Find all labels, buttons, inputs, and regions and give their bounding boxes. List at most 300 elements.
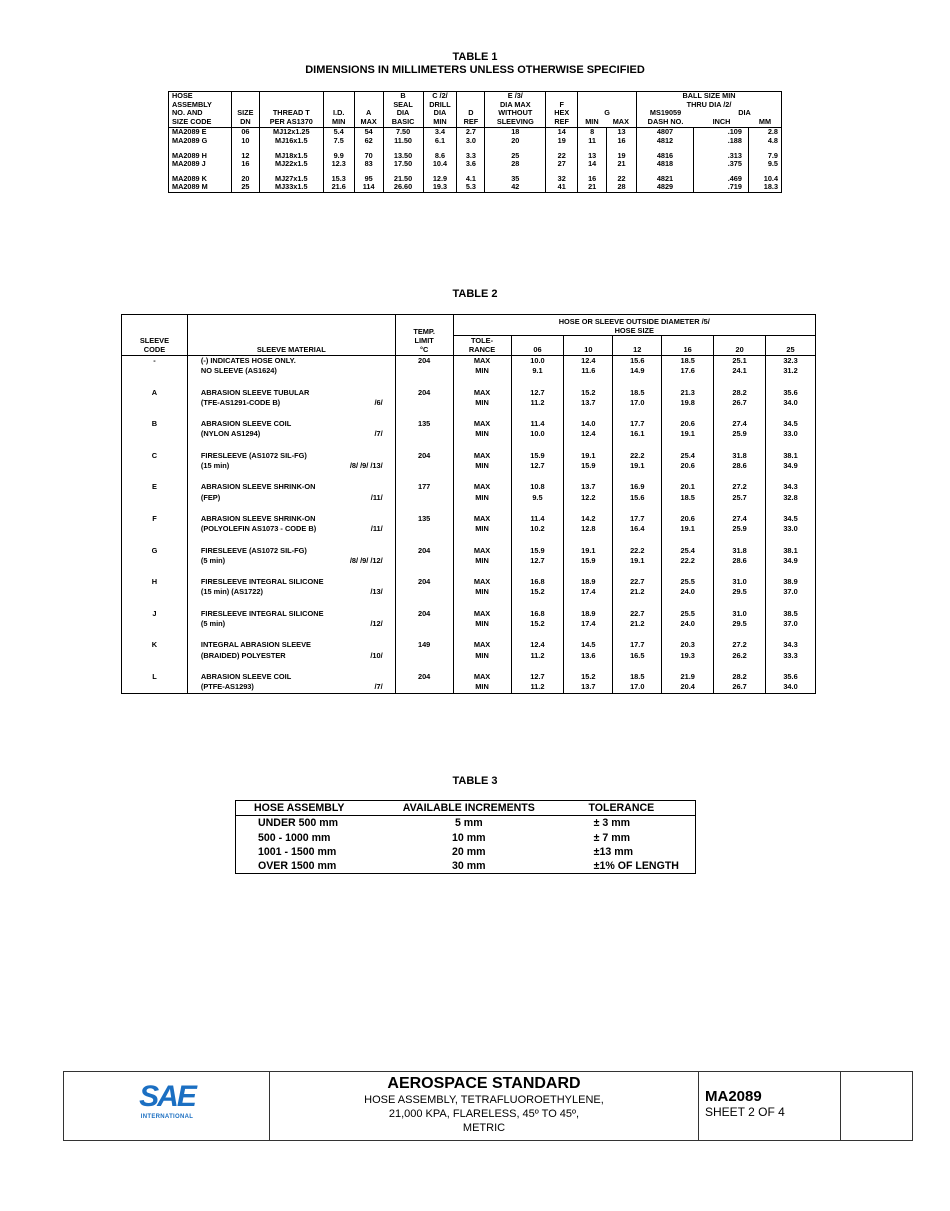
table1-cell: 4.8: [748, 137, 781, 146]
sleeve-note: /8/ /9/ /13/: [349, 461, 383, 471]
diameter-max: 31.8: [714, 546, 766, 556]
diameter-min: 17.4: [564, 587, 613, 597]
sleeve-note: /7/: [374, 429, 383, 439]
table1-cell: 16: [607, 137, 637, 146]
table1-cell: .313: [693, 152, 748, 161]
sleeve-note: /8/ /9/ /12/: [349, 555, 383, 565]
table1-cell: MA2089 H: [172, 150, 207, 160]
table1-cell: 8.6: [423, 152, 457, 161]
table1-cell: 21: [578, 183, 607, 192]
sleeve-material-detail: [187, 682, 395, 693]
sleeve-code: L: [152, 671, 157, 681]
sleeve-material-detail: [187, 398, 395, 408]
diameter-max: 12.4: [511, 640, 564, 650]
table1-cell: 25: [231, 183, 259, 192]
diameter-min: 17.6: [662, 366, 714, 376]
table1-cell: MJ22x1.5: [259, 160, 323, 169]
table1-cell: .188: [693, 137, 748, 146]
table3-title: TABLE 3: [452, 775, 498, 787]
diameter-max: 35.6: [766, 388, 816, 398]
table2-row-max: [122, 546, 816, 556]
tolerance-min: MIN: [453, 651, 511, 661]
table2-row-min: [122, 366, 816, 376]
sleeve-material: ABRASION SLEEVE COIL: [187, 419, 395, 429]
tolerance-max: MAX: [453, 672, 511, 682]
table3-row: [236, 845, 696, 859]
table2-row-min: [122, 429, 816, 439]
table1-cell: MA2089 G: [172, 135, 208, 145]
table1-cell: 2.7: [457, 128, 485, 137]
size-header: SIZE DN: [231, 92, 259, 128]
hose-assembly-header: HOSE ASSEMBLY: [236, 801, 390, 816]
sae-logo-mark: SAE: [139, 1080, 195, 1113]
table1-cell: 3.0: [457, 137, 485, 146]
temp-limit: 204: [395, 672, 453, 682]
diameter-min: 15.6: [613, 493, 662, 503]
standard-desc-2: 21,000 KPA, FLARELESS, 45º TO 45º,: [388, 1108, 580, 1120]
diameter-max: 10.0: [511, 356, 564, 367]
tolerance-min: MIN: [453, 587, 511, 597]
title-block: [63, 1071, 913, 1141]
table1-cell: 28: [485, 160, 546, 169]
size-header-25: 25: [766, 336, 816, 356]
sleeve-code: C: [151, 450, 158, 460]
table2-row-min: [122, 524, 816, 534]
diameter-min: 19.1: [613, 461, 662, 471]
table1-cell: MA2089 E: [172, 127, 207, 137]
table1-cell: 28: [607, 183, 637, 192]
diameter-max: 31.0: [714, 609, 766, 619]
tolerance-max: MAX: [453, 388, 511, 398]
diameter-min: 18.5: [662, 493, 714, 503]
table1-cell: 18: [485, 128, 546, 137]
diameter-max: 17.7: [613, 514, 662, 524]
diameter-max: 25.5: [662, 577, 714, 587]
table3-cell: 20 mm: [452, 845, 486, 858]
table3-header-row: [236, 801, 696, 816]
table3-cell: ± 3 mm: [593, 817, 631, 830]
table1-cell: 7.5: [323, 137, 354, 146]
table1-cell: 4816: [637, 152, 694, 161]
table1-cell: MA2089 K: [172, 173, 207, 183]
table2-title: TABLE 2: [452, 288, 498, 300]
diameter-max: 22.7: [613, 609, 662, 619]
sleeve-material-line-2: (15 min) (AS1722): [200, 587, 263, 597]
diameter-min: 10.2: [511, 524, 564, 534]
diameter-min: 17.0: [613, 398, 662, 408]
diameter-max: 31.8: [714, 451, 766, 461]
table1-cell: 4.1: [457, 175, 485, 184]
diameter-max: 17.7: [613, 640, 662, 650]
diameter-max: 25.4: [662, 546, 714, 556]
diameter-min: 11.2: [511, 682, 564, 693]
table3-cell: UNDER 500 mm: [258, 817, 339, 830]
diameter-max: 22.2: [613, 451, 662, 461]
diameter-max: 22.7: [613, 577, 662, 587]
diameter-max: 12.7: [511, 672, 564, 682]
increments-header: AVAILABLE INCREMENTS: [390, 801, 548, 816]
diameter-min: 26.7: [714, 682, 766, 693]
diameter-min: 25.9: [714, 429, 766, 439]
diameter-min: 11.6: [564, 366, 613, 376]
sleeve-material-detail: [187, 619, 395, 629]
diameter-min: 32.8: [766, 493, 816, 503]
table3-cell: 10 mm: [452, 831, 486, 844]
table1-cell: 19: [607, 152, 637, 161]
diameter-min: 16.1: [613, 429, 662, 439]
table2-row-max: [122, 451, 816, 461]
table1-row: [169, 183, 782, 192]
diameter-max: 20.1: [662, 482, 714, 492]
diameter-min: 13.6: [564, 651, 613, 661]
sleeve-material-header: SLEEVE MATERIAL: [187, 315, 395, 356]
diameter-max: 18.5: [613, 672, 662, 682]
table1-cell: 114: [354, 183, 383, 192]
sleeve-note: /12/: [370, 619, 383, 629]
table1-cell: 9.5: [748, 160, 781, 169]
diameter-max: 10.8: [511, 482, 564, 492]
tolerance-min: MIN: [453, 398, 511, 408]
diameter-min: 22.2: [662, 556, 714, 566]
table2-row-min: [122, 587, 816, 597]
table1-cell: MA2089 M: [172, 182, 208, 192]
table1-cell: 9.9: [323, 152, 354, 161]
diameter-min: 11.2: [511, 651, 564, 661]
diameter-max: 25.5: [662, 609, 714, 619]
table2-row-min: [122, 682, 816, 693]
sleeve-code: G: [151, 545, 158, 555]
diameter-min: 9.5: [511, 493, 564, 503]
tolerance-min: MIN: [453, 619, 511, 629]
table1-cell: 10.4: [423, 160, 457, 169]
diameter-max: 15.6: [613, 356, 662, 367]
diameter-min: 34.9: [766, 461, 816, 471]
diameter-min: 20.4: [662, 682, 714, 693]
diameter-min: 21.2: [613, 619, 662, 629]
sleeve-material-line-2: (PTFE-AS1293): [200, 682, 254, 692]
table1-cell: 41: [546, 183, 578, 192]
row-gap: [122, 629, 816, 640]
diameter-min: 24.1: [714, 366, 766, 376]
sleeve-material-detail: [187, 524, 395, 534]
diameter-max: 27.2: [714, 640, 766, 650]
diameter-max: 16.8: [511, 609, 564, 619]
sleeve-material-line-2: NO SLEEVE (AS1624): [200, 366, 277, 376]
tolerance-max: MAX: [453, 546, 511, 556]
diameter-min: 13.7: [564, 398, 613, 408]
tolerance-min: MIN: [453, 461, 511, 471]
table1-cell: 70: [354, 152, 383, 161]
sleeve-material-detail: [187, 556, 395, 566]
g-header: G MIN MAX: [578, 92, 637, 128]
table2-row-max: [122, 419, 816, 429]
sleeve-material: ABRASION SLEEVE COIL: [187, 672, 395, 682]
table3-row: [236, 816, 696, 831]
table1-cell: MA2089 J: [172, 159, 206, 169]
sleeve-note: /11/: [370, 492, 383, 502]
diameter-max: 34.5: [766, 514, 816, 524]
id-header: I.D. MIN: [323, 92, 354, 128]
diameter-max: 28.2: [714, 672, 766, 682]
table1-cell: 8: [578, 128, 607, 137]
tolerance-min: MIN: [453, 493, 511, 503]
table1-cell: 20: [231, 175, 259, 184]
table1-cell: 4807: [637, 128, 694, 137]
tolerance-max: MAX: [453, 356, 511, 367]
sleeve-material: (-) INDICATES HOSE ONLY.: [187, 356, 395, 367]
table1-cell: 3.6: [457, 160, 485, 169]
tolerance-min: MIN: [453, 682, 511, 693]
tolerance-max: MAX: [453, 640, 511, 650]
diameter-max: 13.7: [564, 482, 613, 492]
table1-cell: 20: [485, 137, 546, 146]
table1-cell: 54: [354, 128, 383, 137]
diameter-max: 12.4: [564, 356, 613, 367]
table1-cell: 2.8: [748, 128, 781, 137]
diameter-min: 19.1: [613, 556, 662, 566]
tolerance-min: MIN: [453, 366, 511, 376]
row-gap: [122, 598, 816, 609]
sleeve-code: J: [152, 608, 157, 618]
temp-limit: 204: [395, 388, 453, 398]
size-header-16: 16: [662, 336, 714, 356]
table1-cell: 95: [354, 175, 383, 184]
table1-cell: 3.4: [423, 128, 457, 137]
table1-cell: 21.6: [323, 183, 354, 192]
sleeve-material-line-2: (5 min): [200, 555, 226, 565]
table1-cell: MJ18x1.5: [259, 152, 323, 161]
sae-logo: [132, 1082, 202, 1120]
table1-cell: 10: [231, 137, 259, 146]
table1-cell: 5.4: [323, 128, 354, 137]
diameter-min: 21.2: [613, 587, 662, 597]
diameter-max: 35.6: [766, 672, 816, 682]
table2-row-min: [122, 398, 816, 408]
table1-cell: 22: [607, 175, 637, 184]
table2-header-row-1: [122, 315, 816, 336]
table1-cell: 26.60: [383, 183, 423, 192]
sleeve-material: FIRESLEEVE INTEGRAL SILICONE: [187, 609, 395, 619]
table1-cell: 6.1: [423, 137, 457, 146]
table1-cell: MJ12x1.25: [259, 128, 323, 137]
diameter-min: 19.3: [662, 651, 714, 661]
b-header: B SEAL DIA BASIC: [383, 92, 423, 128]
tolerance-header: TOLERANCE: [548, 801, 696, 816]
sleeve-material-line-2: (BRAIDED) POLYESTER: [200, 650, 286, 660]
table1-cell: 14: [578, 160, 607, 169]
table1-cell: 5.3: [457, 183, 485, 192]
table1-cell: 21.50: [383, 175, 423, 184]
table1-cell: 14: [546, 128, 578, 137]
diameter-min: 33.3: [766, 651, 816, 661]
sleeve-material-line-2: (15 min): [200, 461, 230, 471]
table1-cell: 4812: [637, 137, 694, 146]
table2-row-min: [122, 461, 816, 471]
diameter-min: 34.9: [766, 556, 816, 566]
diameter-min: 28.6: [714, 461, 766, 471]
table1-cell: 21: [607, 160, 637, 169]
table1-cell: 13.50: [383, 152, 423, 161]
diameter-max: 38.5: [766, 609, 816, 619]
row-gap: [122, 440, 816, 451]
diameter-max: 38.9: [766, 577, 816, 587]
table1-cell: MJ33x1.5: [259, 183, 323, 192]
diameter-min: 13.7: [564, 682, 613, 693]
doc-number: MA2089: [705, 1088, 762, 1105]
diameter-max: 15.2: [564, 388, 613, 398]
sleeve-material-detail: [187, 429, 395, 439]
diameter-min: 12.7: [511, 461, 564, 471]
diameter-max: 12.7: [511, 388, 564, 398]
diameter-min: 17.0: [613, 682, 662, 693]
table1-cell: 27: [546, 160, 578, 169]
table1-cell: 13: [578, 152, 607, 161]
diameter-min: 15.9: [564, 556, 613, 566]
diameter-max: 19.1: [564, 546, 613, 556]
diameter-max: 15.9: [511, 451, 564, 461]
hose-header: HOSE ASSEMBLY NO. AND SIZE CODE: [169, 92, 232, 128]
sleeve-note: /6/: [374, 397, 383, 407]
diameter-min: 25.9: [714, 524, 766, 534]
title-cell: [270, 1072, 698, 1140]
e-header: E /3/ DIA MAX WITHOUT SLEEVING: [485, 92, 546, 128]
table1-cell: 17.50: [383, 160, 423, 169]
diameter-max: 19.1: [564, 451, 613, 461]
diameter-max: 18.9: [564, 609, 613, 619]
tolerance-max: MAX: [453, 419, 511, 429]
ball-header: BALL SIZE MIN THRU DIA /2/ MS19059 DIA DASH NO. INCH MM: [637, 92, 782, 128]
table3-cell: 30 mm: [452, 860, 486, 873]
tolerance-max: MAX: [453, 609, 511, 619]
sleeve-code: A: [151, 387, 158, 397]
tolerance-max: MAX: [453, 577, 511, 587]
sleeve-code: H: [151, 577, 158, 587]
diameter-max: 22.2: [613, 546, 662, 556]
sleeve-code: E: [151, 482, 157, 492]
table1-cell: 7.9: [748, 152, 781, 161]
table1-cell: 13: [607, 128, 637, 137]
table3-cell: ±1% OF LENGTH: [593, 860, 679, 873]
diameter-min: 15.9: [564, 461, 613, 471]
table2-row-max: [122, 609, 816, 619]
diameter-max: 27.4: [714, 419, 766, 429]
table3-cell: ± 7 mm: [593, 831, 631, 844]
table1-cell: 16: [578, 175, 607, 184]
diameter-min: 20.6: [662, 461, 714, 471]
standard-desc-3: METRIC: [462, 1122, 506, 1134]
diameter-max: 25.1: [714, 356, 766, 367]
diameter-max: 14.5: [564, 640, 613, 650]
sleeve-code: F: [152, 513, 157, 523]
table1-cell: 12.3: [323, 160, 354, 169]
tolerance-max: MAX: [453, 514, 511, 524]
f-header: F HEX REF: [546, 92, 578, 128]
diameter-min: 12.2: [564, 493, 613, 503]
table1-cell: .109: [693, 128, 748, 137]
sleeve-material: FIRESLEEVE (AS1072 SIL-FG): [187, 546, 395, 556]
table1-cell: 4818: [637, 160, 694, 169]
sleeve-material-detail: [187, 461, 395, 471]
diameter-max: 27.2: [714, 482, 766, 492]
diameter-max: 20.6: [662, 514, 714, 524]
sleeve-material-detail: [187, 366, 395, 376]
table2-row-max: [122, 482, 816, 492]
diameter-max: 16.8: [511, 577, 564, 587]
diameter-max: 18.5: [613, 388, 662, 398]
table3-cell: 1001 - 1500 mm: [258, 845, 337, 858]
table3-row: [236, 859, 696, 874]
diameter-min: 37.0: [766, 619, 816, 629]
sleeve-material-detail: [187, 493, 395, 503]
row-gap: [122, 661, 816, 672]
standard-desc-1: HOSE ASSEMBLY, TETRAFLUOROETHYLENE,: [364, 1094, 604, 1106]
temp-limit: 204: [395, 356, 453, 367]
diameter-max: 18.9: [564, 577, 613, 587]
diameter-max: 31.0: [714, 577, 766, 587]
temp-limit: 135: [395, 419, 453, 429]
doc-cell: [705, 1072, 835, 1140]
table1-cell: 4821: [637, 175, 694, 184]
row-gap: [122, 535, 816, 546]
table2-row-max: [122, 640, 816, 650]
diameter-min: 24.0: [662, 619, 714, 629]
diameter-min: 14.9: [613, 366, 662, 376]
diameter-min: 15.2: [511, 587, 564, 597]
table1-subtitle: DIMENSIONS IN MILLIMETERS UNLESS OTHERWISE SPECIFIED: [305, 64, 645, 76]
diameter-min: 19.1: [662, 429, 714, 439]
sleeve-note: /7/: [374, 682, 383, 692]
sheet-number: SHEET 2 OF 4: [705, 1105, 785, 1119]
diameter-min: 28.6: [714, 556, 766, 566]
row-gap: [122, 408, 816, 419]
table3: [235, 800, 696, 874]
diameter-min: 16.4: [613, 524, 662, 534]
sleeve-material: FIRESLEEVE INTEGRAL SILICONE: [187, 577, 395, 587]
table3-row: [236, 831, 696, 845]
diameter-max: 25.4: [662, 451, 714, 461]
table1-cell: 11.50: [383, 137, 423, 146]
diameter-max: 38.1: [766, 546, 816, 556]
table1-header-row: [169, 92, 782, 128]
tolerance-min: MIN: [453, 429, 511, 439]
table3-cell: 5 mm: [454, 817, 483, 830]
diameter-max: 15.9: [511, 546, 564, 556]
row-gap: [122, 566, 816, 577]
temp-limit-header: TEMP. LIMIT °C: [395, 315, 453, 356]
tolerance-min: MIN: [453, 524, 511, 534]
a-header: A MAX: [354, 92, 383, 128]
diameter-min: 29.5: [714, 587, 766, 597]
table2-row-max: [122, 356, 816, 367]
diameter-min: 24.0: [662, 587, 714, 597]
table1-cell: 18.3: [748, 183, 781, 192]
table1-cell: MJ16x1.5: [259, 137, 323, 146]
sleeve-material-line-2: (POLYOLEFIN AS1073 - CODE B): [200, 524, 317, 534]
sleeve-material: ABRASION SLEEVE SHRINK-ON: [187, 482, 395, 492]
diameter-min: 26.2: [714, 651, 766, 661]
sleeve-material-line-2: (TFE-AS1291-CODE B): [200, 397, 281, 407]
table1-cell: 7.50: [383, 128, 423, 137]
temp-limit: 204: [395, 609, 453, 619]
diameter-group-header: HOSE OR SLEEVE OUTSIDE DIAMETER /5/ HOSE SIZE: [453, 315, 815, 336]
logo-cell: [64, 1072, 269, 1140]
table1-cell: 4829: [637, 183, 694, 192]
diameter-min: 26.7: [714, 398, 766, 408]
diameter-max: 21.3: [662, 388, 714, 398]
table1-cell: 12: [231, 152, 259, 161]
diameter-max: 14.0: [564, 419, 613, 429]
diameter-max: 32.3: [766, 356, 816, 367]
